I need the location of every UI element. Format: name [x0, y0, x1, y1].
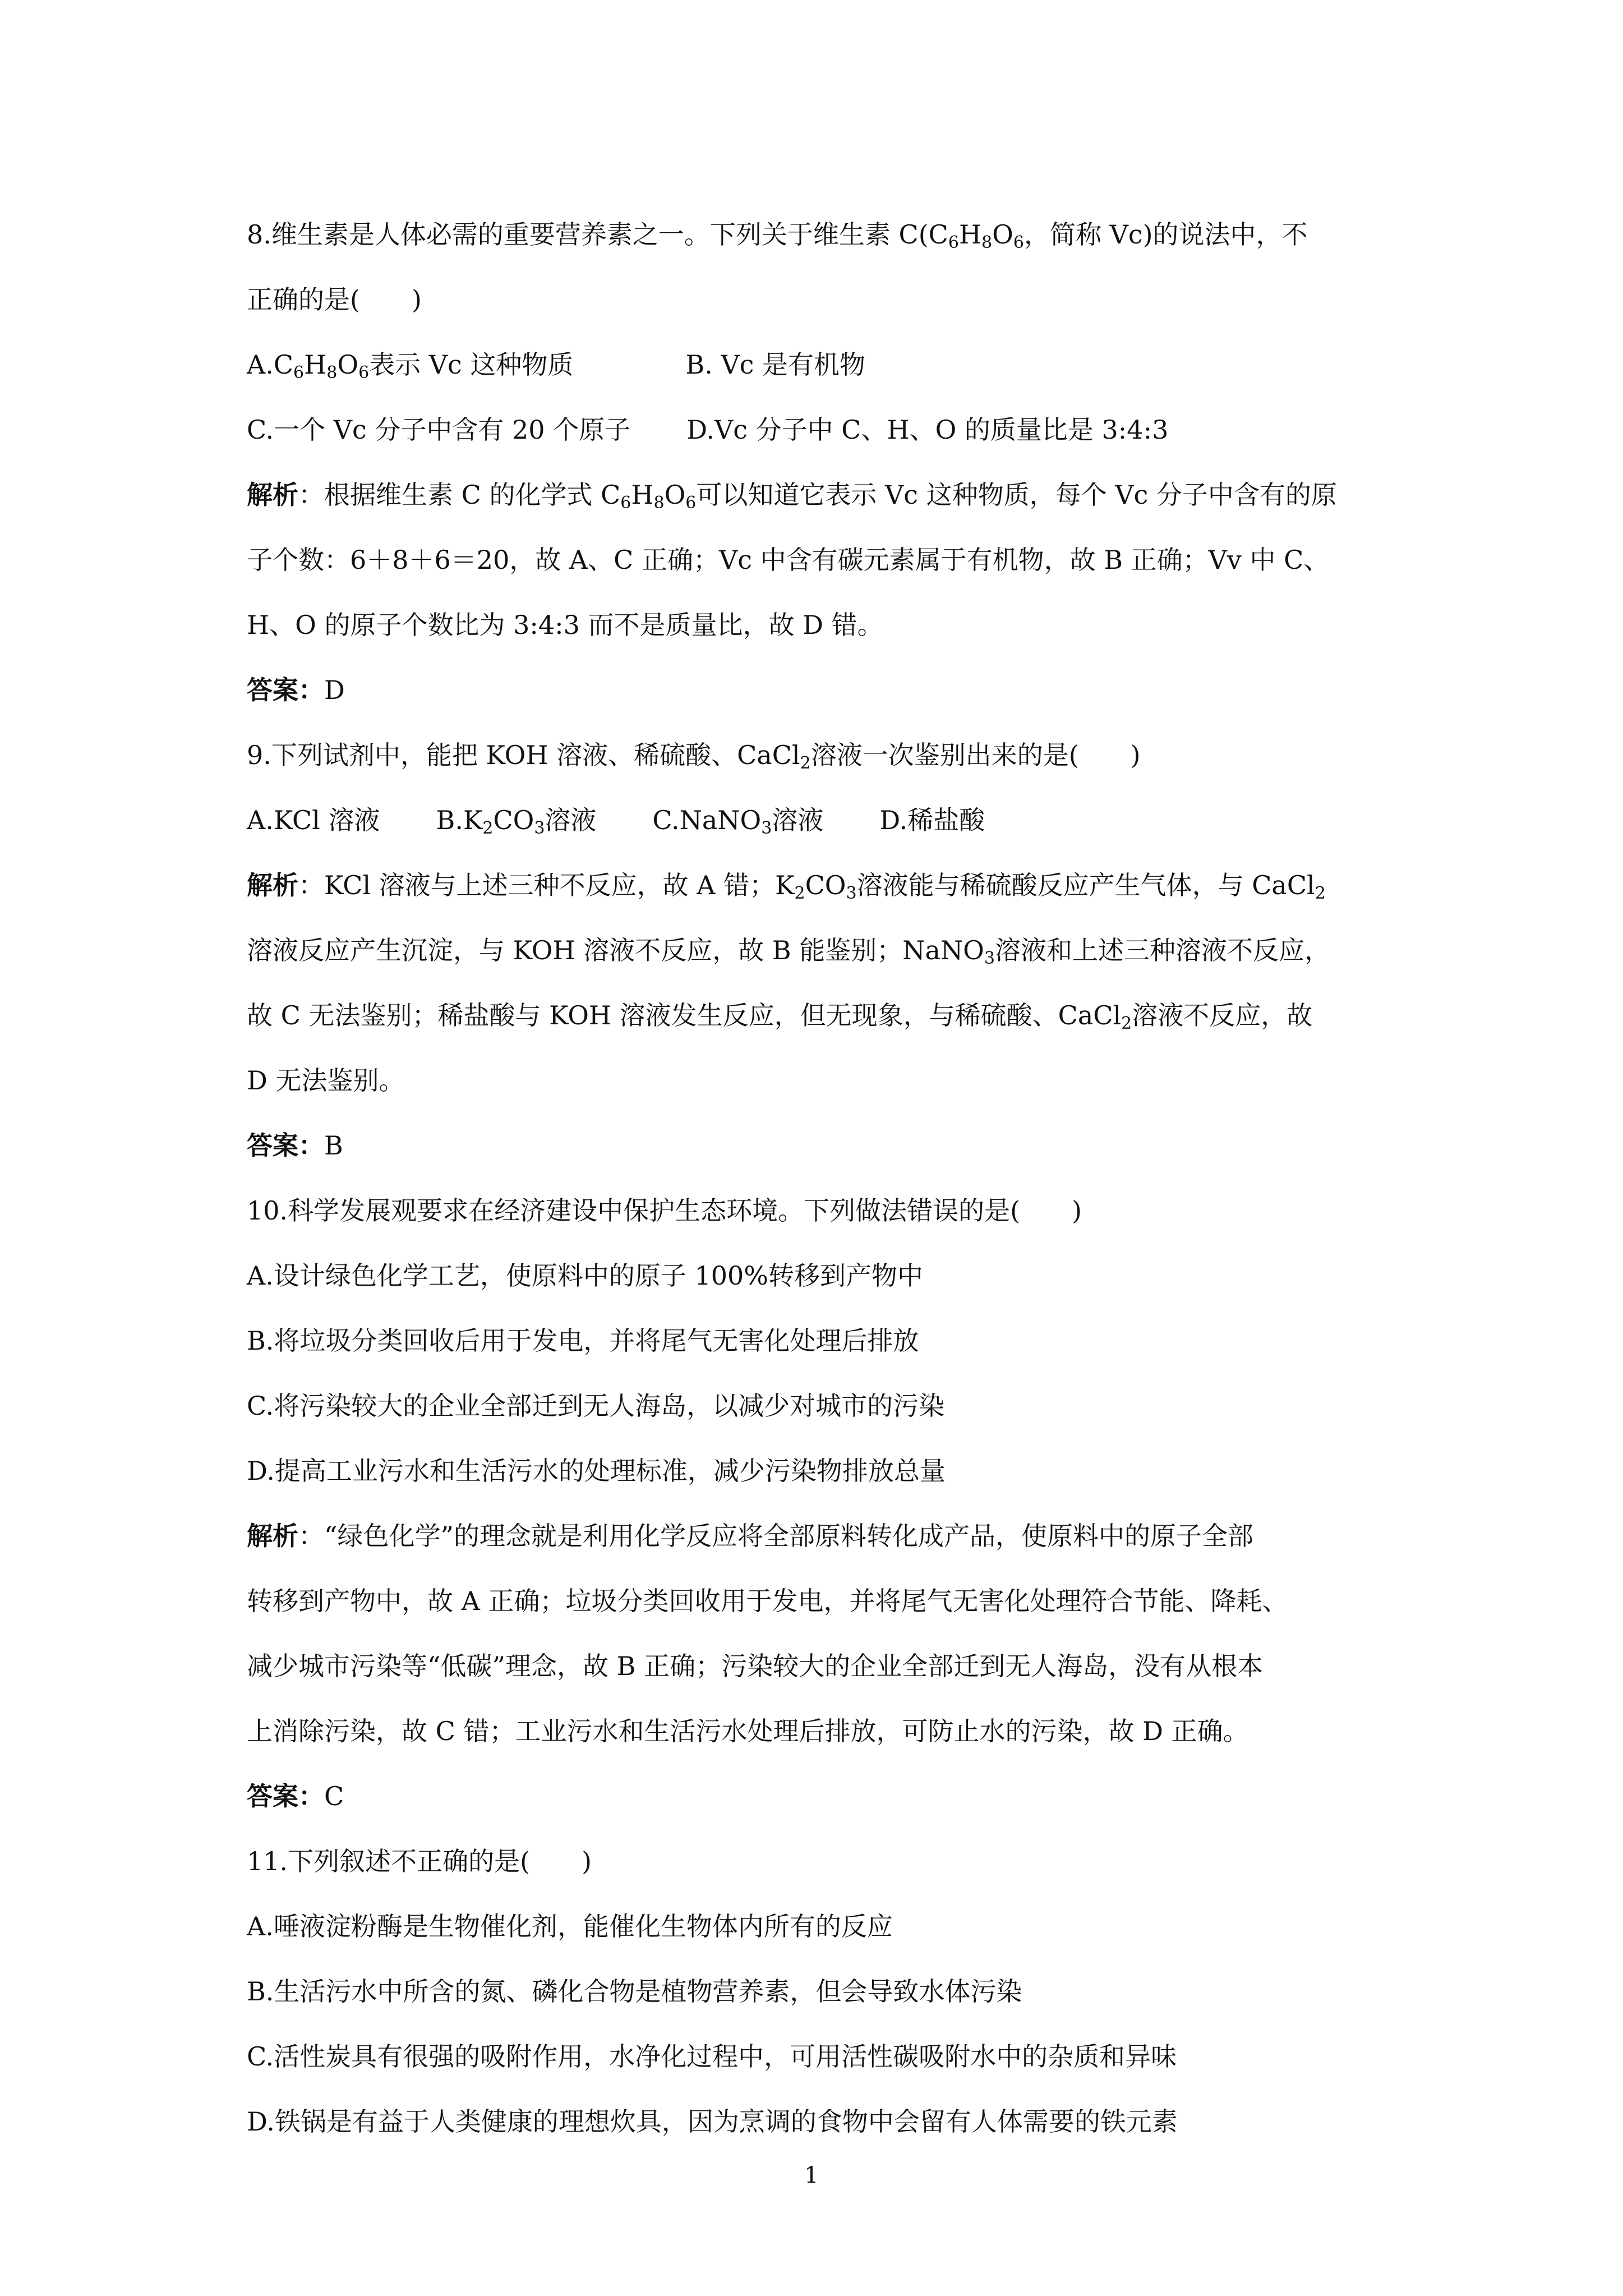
answer-value: B	[324, 1130, 343, 1161]
text: H	[631, 480, 654, 510]
text: O	[992, 219, 1013, 250]
page-number: 1	[804, 2162, 819, 2188]
subscript: 6	[685, 493, 697, 513]
subscript: 8	[326, 363, 338, 383]
q10-stem: 10.科学发展观要求在经济建设中保护生态环境。下列做法错误的是( )	[247, 1195, 1082, 1226]
q11-option-a: A.唾液淀粉酶是生物催化剂，能催化生物体内所有的反应	[247, 1911, 893, 1941]
q9-answer	[247, 1113, 1385, 1178]
q9-analysis-line-4: D 无法鉴别。	[247, 1065, 405, 1096]
text: 溶液一次鉴别出来的是( )	[810, 740, 1141, 770]
q10-analysis-line-3: 减少城市污染等“低碳”理念，故 B 正确；污染较大的企业全部迁到无人海岛，没有从根本	[247, 1651, 1264, 1681]
q8-options-cd	[247, 397, 1385, 462]
analysis-label: 解析	[247, 1521, 298, 1551]
text: A.C	[247, 349, 294, 380]
text: 故 C 无法鉴别；稀盐酸与 KOH 溶液发生反应，但无现象，与稀硫酸、CaCl	[247, 1000, 1122, 1030]
subscript: 2	[482, 818, 494, 838]
subscript: 3	[534, 818, 545, 838]
q8-option-b: B. Vc 是有机物	[685, 349, 866, 380]
subscript: 6	[293, 363, 305, 383]
q11-option-b: B.生活污水中所含的氮、磷化合物是植物营养素，但会导致水体污染	[247, 1976, 1022, 2007]
q10-analysis-line-1	[247, 1503, 1385, 1568]
q9-stem	[247, 723, 1385, 788]
text: 溶液	[545, 805, 597, 835]
q9-analysis-line-1	[247, 853, 1385, 918]
subscript: 3	[761, 818, 772, 838]
subscript: 6	[948, 233, 959, 252]
q8-option-c: C.一个 Vc 分子中含有 20 个原子	[247, 415, 631, 445]
text: 溶液不反应，故	[1132, 1000, 1313, 1030]
text: B.K	[436, 805, 483, 835]
q9-option-c	[652, 805, 824, 838]
q8-analysis-line-1	[247, 462, 1385, 527]
text: ，简称 Vc)的说法中，不	[1023, 219, 1308, 250]
q10-option-d: D.提高工业污水和生活污水的处理标准，减少污染物排放总量	[247, 1456, 946, 1486]
text: O	[337, 349, 359, 380]
subscript: 8	[653, 493, 665, 513]
text: 9.下列试剂中，能把 KOH 溶液、稀硫酸、CaCl	[247, 740, 800, 770]
text: 溶液反应产生沉淀，与 KOH 溶液不反应，故 B 能鉴别；NaNO	[247, 935, 984, 965]
analysis-label: 解析	[247, 480, 298, 510]
subscript: 6	[358, 363, 370, 383]
q8-option-d: D.Vc 分子中 C、H、O 的质量比是 3:4:3	[686, 415, 1169, 445]
text: H	[958, 219, 982, 250]
text: 表示 Vc 这种物质	[369, 349, 574, 380]
text: ：“绿色化学”的理念就是利用化学反应将全部原料转化成产品，使原料中的原子全部	[298, 1521, 1254, 1551]
q10-analysis-line-2: 转移到产物中，故 A 正确；垃圾分类回收用于发电，并将尾气无害化处理符合节能、降耗、	[247, 1586, 1288, 1616]
text: 溶液和上述三种溶液不反应，	[994, 935, 1330, 965]
subscript: 3	[846, 884, 857, 903]
q8-analysis-line-2: 子个数：6＋8＋6＝20，故 A、C 正确；Vc 中含有碳元素属于有机物，故 B 正确；Vv 中 C、	[247, 545, 1330, 575]
q8-analysis-line-3: H、O 的原子个数比为 3:4:3 而不是质量比，故 D 错。	[247, 610, 883, 640]
text: 溶液能与稀硫酸反应产生气体，与 CaCl	[856, 870, 1315, 900]
q9-option-d: D.稀盐酸	[879, 805, 985, 835]
q9-options	[247, 788, 1385, 853]
q9-analysis-line-3	[247, 983, 1385, 1048]
q11-option-c: C.活性炭具有很强的吸附作用，水净化过程中，可用活性碳吸附水中的杂质和异味	[247, 2041, 1177, 2072]
q10-option-c: C.将污染较大的企业全部迁到无人海岛，以减少对城市的污染	[247, 1391, 945, 1421]
answer-value: C	[324, 1781, 344, 1811]
answer-label: 答案：	[247, 675, 324, 705]
text: ：KCl 溶液与上述三种不反应，故 A 错；K	[298, 870, 795, 900]
answer-value: D	[324, 675, 345, 705]
subscript: 3	[984, 949, 995, 968]
analysis-label: 解析	[247, 870, 298, 900]
text: 可以知道它表示 Vc 这种物质，每个 Vc 分子中含有的原	[696, 480, 1337, 510]
subscript: 8	[981, 233, 993, 252]
text: O	[664, 480, 686, 510]
text: 8.维生素是人体必需的重要营养素之一。下列关于维生素 C(C	[247, 219, 948, 250]
q10-option-a: A.设计绿色化学工艺，使原料中的原子 100%转移到产物中	[247, 1260, 923, 1291]
subscript: 2	[800, 753, 811, 773]
text: H	[304, 349, 327, 380]
q8-answer	[247, 657, 1385, 723]
text: C.NaNO	[652, 805, 762, 835]
subscript: 6	[1013, 233, 1024, 252]
q8-options-ab	[247, 332, 1385, 397]
q10-option-b: B.将垃圾分类回收后用于发电，并将尾气无害化处理后排放	[247, 1326, 919, 1356]
subscript: 2	[1315, 884, 1326, 903]
q9-option-b	[436, 805, 597, 838]
q9-analysis-line-2	[247, 918, 1385, 983]
q11-stem: 11.下列叙述不正确的是( )	[247, 1846, 592, 1876]
q8-option-a	[247, 349, 574, 383]
subscript: 2	[1121, 1014, 1132, 1033]
text: CO	[493, 805, 534, 835]
answer-label: 答案：	[247, 1781, 324, 1811]
text: CO	[805, 870, 846, 900]
q9-option-a: A.KCl 溶液	[247, 805, 380, 835]
text: ：根据维生素 C 的化学式 C	[298, 480, 621, 510]
q8-stem-line-1	[247, 202, 1385, 267]
q8-stem-line-2: 正确的是( )	[247, 284, 422, 315]
subscript: 2	[794, 884, 805, 903]
q11-option-d: D.铁锅是有益于人类健康的理想炊具，因为烹调的食物中会留有人体需要的铁元素	[247, 2106, 1178, 2137]
text: 溶液	[772, 805, 824, 835]
page-content	[247, 202, 1385, 2154]
q10-analysis-line-4: 上消除污染，故 C 错；工业污水和生活污水处理后排放，可防止水的污染，故 D 正确。	[247, 1716, 1249, 1746]
subscript: 6	[620, 493, 631, 513]
q10-answer	[247, 1764, 1385, 1829]
answer-label: 答案：	[247, 1130, 324, 1161]
